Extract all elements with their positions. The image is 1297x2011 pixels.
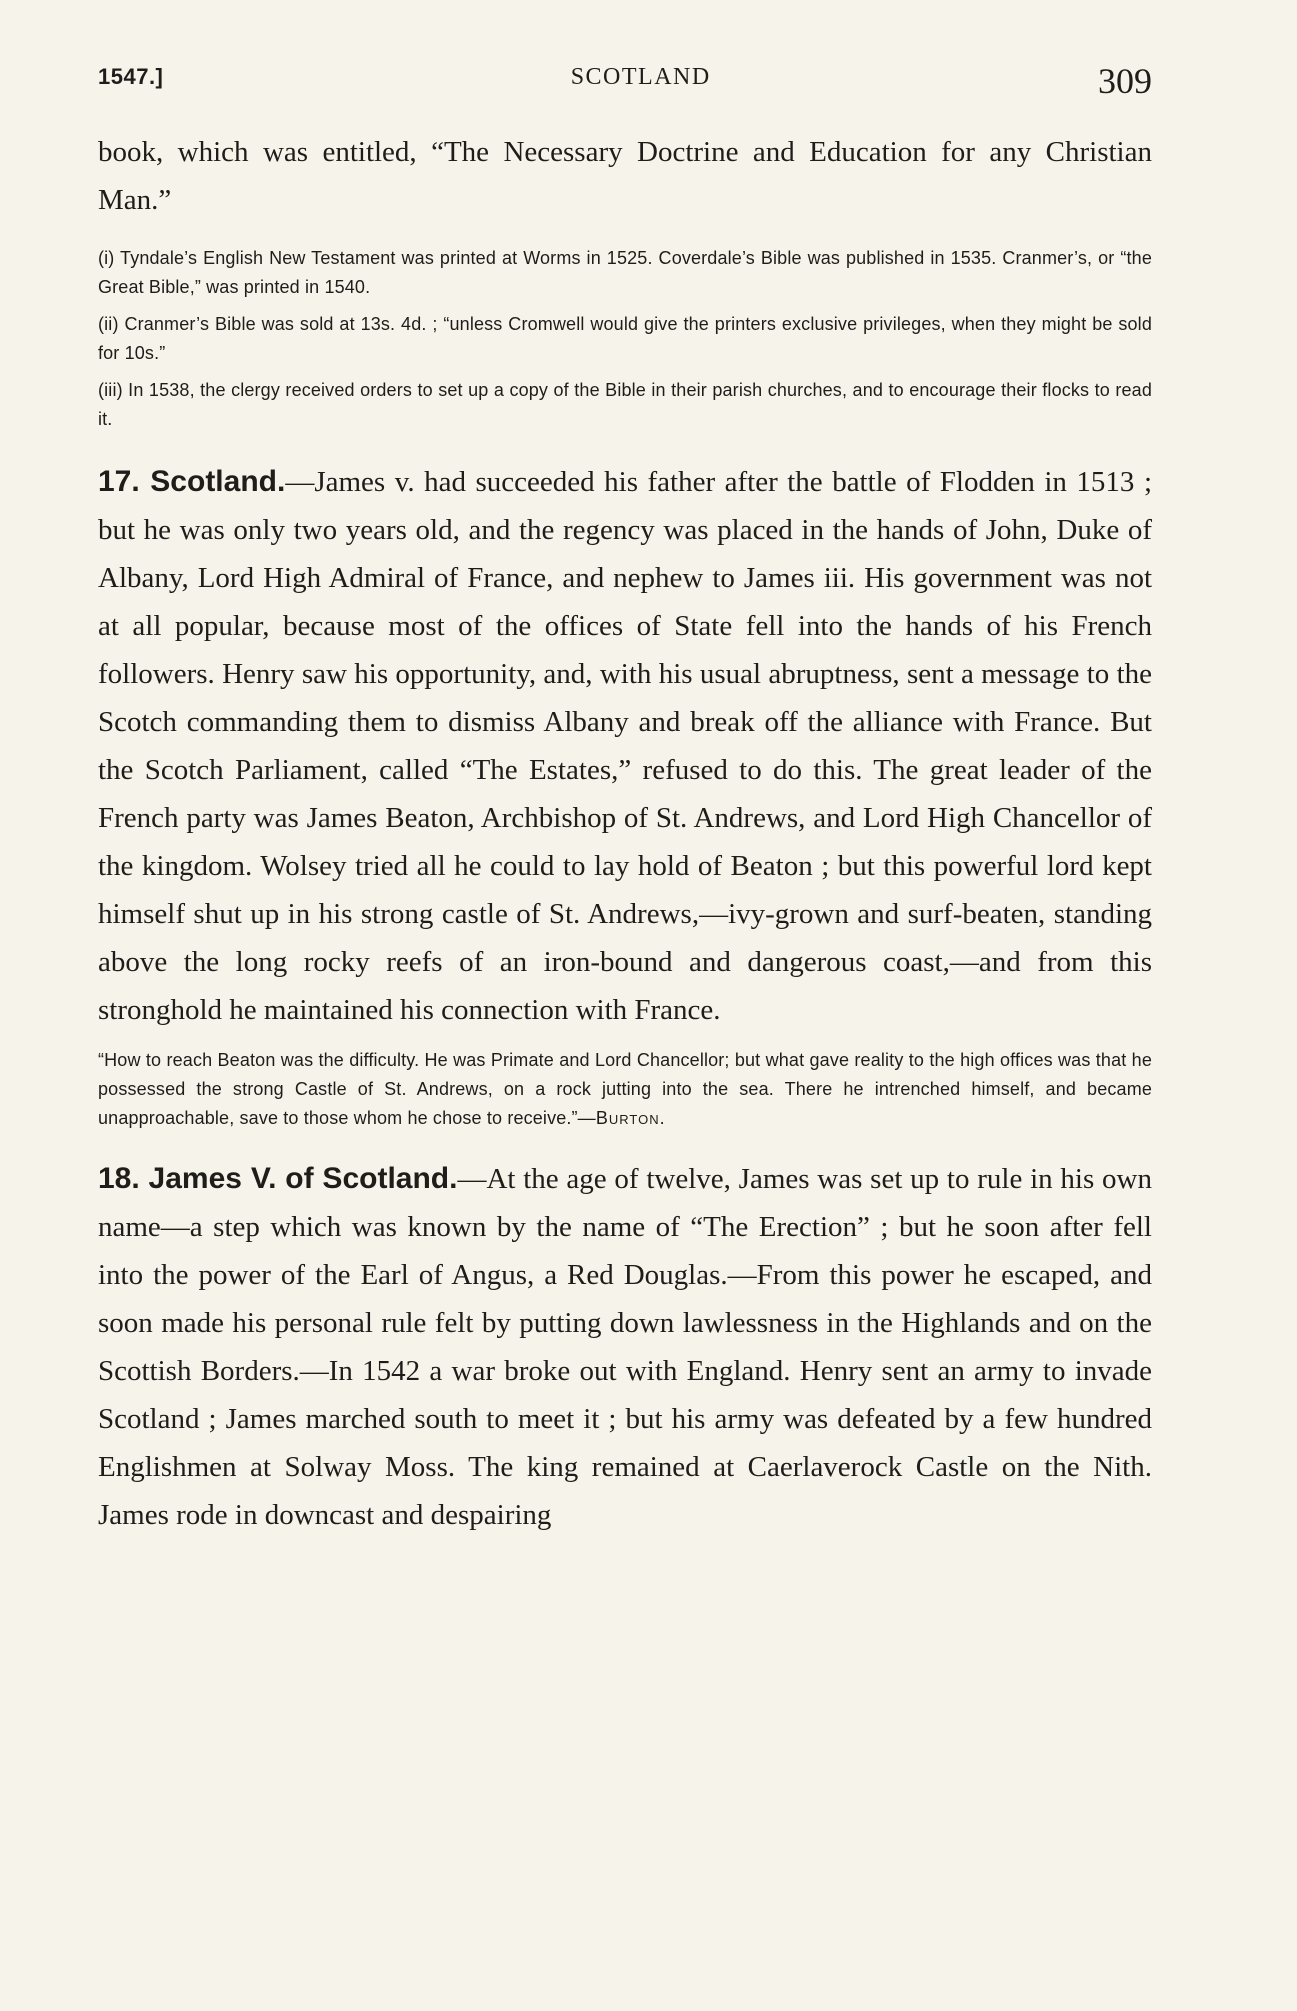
section-17-paragraph (98, 458, 1152, 1034)
section-17-text: —James v. had succeeded his father after the battle of Flodden in 1513 ; but he was only two years old, and the regency was placed in the hands of John, Duke of Albany, Lord High Admiral of France, and nephew to James iii. His government was not at all popular, because most of the offices of State fell into the hands of his French followers. Henry saw his opportunity, and, with his usual abruptness, sent a message to the Scotch commanding them to dismiss Albany and break off the alliance with France. But the Scotch Parliament, called “The Estates,” refused to do this. The great leader of the French party was James Beaton, Archbishop of St. Andrews, and Lord High Chancellor of the kingdom. Wolsey tried all he could to lay hold of Beaton ; but this powerful lord kept himself shut up in his strong castle of St. Andrews,—ivy-grown and surf-beaten, standing above the long rocky reefs of an iron-bound and dangerous coast,—and from this stronghold he maintained his connection with France. (98, 466, 1152, 1026)
footnote-iii: (iii) In 1538, the clergy received orders to set up a copy of the Bible in their parish churches, and to encourage their flocks to read it. (98, 380, 1152, 429)
footnote-ii: (ii) Cranmer’s Bible was sold at 13s. 4d. ; “unless Cromwell would give the printers exclusive privileges, when they might be sold for 10s.” (98, 314, 1152, 363)
page-number: 309 (1098, 61, 1152, 101)
footnotes-group (98, 244, 1152, 434)
section-17-quote (98, 1046, 1152, 1133)
footnote-i: (i) Tyndale’s English New Testament was printed at Worms in 1525. Coverdale’s Bible was published in 1535. Cranmer’s, or “the Great Bible,” was printed in 1540. (98, 248, 1152, 297)
running-head-title: SCOTLAND (570, 63, 711, 90)
page-header (98, 52, 1152, 102)
section-18-text: —At the age of twelve, James was set up to rule in his own name—a step which was known by the name of “The Erection” ; but he soon after fell into the power of the Earl of Angus, a Red Douglas.—From this power he escaped, and soon made his personal rule felt by putting down lawlessness in the Highlands and on the Scottish Borders.—In 1542 a war broke out with England. Henry sent an army to invade Scotland ; James marched south to meet it ; but his army was defeated by a few hundred Englishmen at Solway Moss. The king remained at Caerlaverock Castle on the Nith. James rode in downcast and despairing (98, 1163, 1152, 1531)
section-17 (98, 458, 1152, 1133)
section-18-heading: 18. James V. of Scotland. (98, 1162, 458, 1195)
opening-paragraph: book, which was entitled, “The Necessary Doctrine and Education for any Christian Man.” (98, 136, 1152, 216)
page-content (98, 128, 1152, 1539)
section-17-quote-attribution: Burton. (595, 1108, 666, 1128)
section-17-heading: 17. Scotland. (98, 465, 286, 498)
section-18-paragraph (98, 1155, 1152, 1539)
running-head-year: 1547.] (98, 64, 164, 89)
section-18 (98, 1155, 1152, 1539)
section-17-quote-text: “How to reach Beaton was the difficulty. He was Primate and Lord Chancellor; but what gave reality to the high offices was that he possessed the strong Castle of St. Andrews, on a rock jutting into the sea. There he intrenched himself, and became unapproachable, save to those whom he chose to receive.”— (98, 1050, 1152, 1128)
